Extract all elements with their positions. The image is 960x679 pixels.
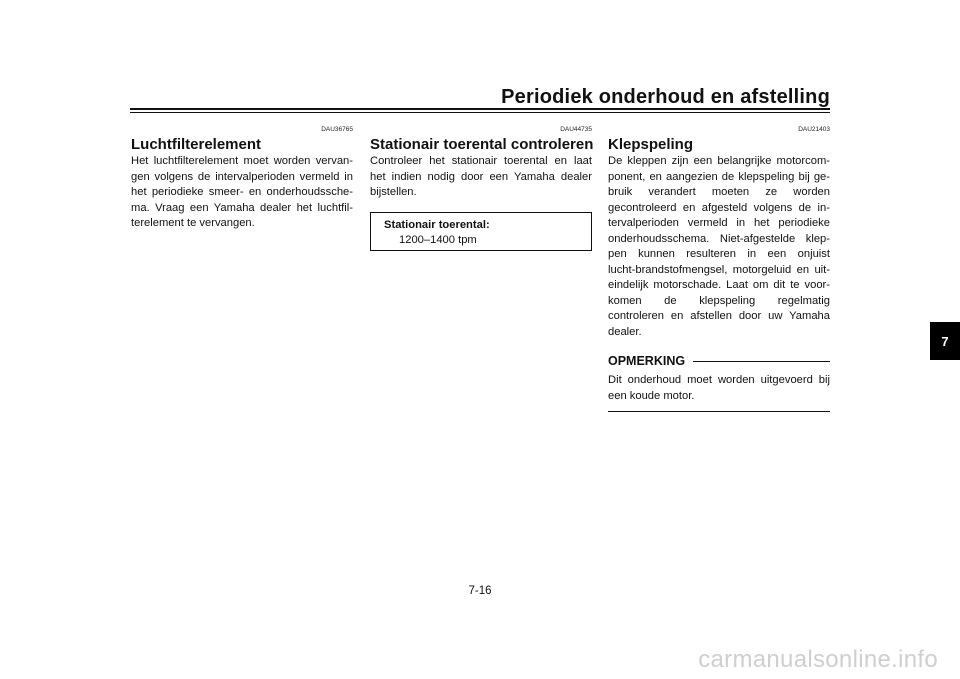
page-header-title: Periodiek onderhoud en afstelling [501, 86, 830, 108]
text-line: bijstellen. [370, 186, 417, 198]
text-line: onderhoudsschema. Niet-afgestelde klep- [608, 232, 830, 245]
text-line: Controleer het stationair toerental en laat [370, 155, 592, 167]
spec-box [370, 212, 592, 251]
text-line: Dit onderhoud moet worden uitgevoerd bij [608, 374, 830, 386]
page-number: 7-16 [468, 585, 492, 597]
text-line: ponent, en aangezien de klepspeling bij ge- [608, 170, 830, 183]
text-line: terelement te vervangen. [131, 217, 255, 229]
text-line: De kleppen zijn een belangrijke motorcom- [608, 155, 830, 167]
text-line: ma. Vraag een Yamaha dealer het luchtfil- [131, 201, 353, 214]
text-line: het indien nodig door een Yamaha dealer [370, 170, 592, 183]
spec-label: Stationair toerental: [384, 218, 490, 231]
note-end-rule [608, 411, 830, 412]
chapter-tab: 7 [930, 322, 960, 360]
text-line: lucht-brandstofmengsel, motorgeluid en uit- [608, 263, 830, 276]
header-rule-thin [130, 112, 830, 113]
note-header [608, 353, 830, 369]
section-code: DAU44735 [560, 126, 592, 133]
header-rule [130, 108, 830, 110]
note-rule [693, 361, 830, 362]
text-line: gecontroleerd en afgesteld volgens de in- [608, 201, 830, 214]
section-heading: Stationair toerental controleren [370, 136, 594, 153]
section-body [131, 154, 353, 232]
text-line: komen de klepspeling regelmatig [608, 294, 830, 307]
text-line: gen volgens de intervalperioden vermeld in [131, 170, 353, 183]
text-line: het periodieke smeer- en onderhoudssche- [131, 186, 353, 198]
text-line: een koude motor. [608, 389, 695, 402]
text-line: Het luchtfilterelement moet worden vervan- [131, 155, 353, 167]
watermark: carmanualsonline.info [698, 646, 938, 673]
text-line: pen kunnen resulteren in een onjuist [608, 248, 830, 260]
section-valve-clearance [608, 125, 830, 412]
text-line: dealer. [608, 325, 642, 338]
spec-value: 1200–1400 tpm [399, 233, 477, 246]
text-line: bruik verandert moeten ze worden [608, 186, 830, 198]
section-code: DAU36765 [321, 126, 353, 133]
text-line: tervalperioden vermeld in het periodieke [608, 217, 830, 229]
section-air-filter [131, 125, 353, 232]
section-heading: Luchtfilterelement [131, 136, 262, 153]
section-idle-speed [370, 125, 592, 251]
section-code: DAU21403 [798, 126, 830, 133]
note-body [608, 373, 830, 404]
text-line: controleren en afstellen door uw Yamaha [608, 310, 830, 322]
section-body [370, 154, 592, 201]
text-line: eindelijk motorschade. Laat om dit te voor- [608, 279, 830, 291]
section-heading: Klepspeling [608, 136, 694, 153]
note-title: OPMERKING [608, 354, 686, 368]
section-body [608, 154, 830, 340]
